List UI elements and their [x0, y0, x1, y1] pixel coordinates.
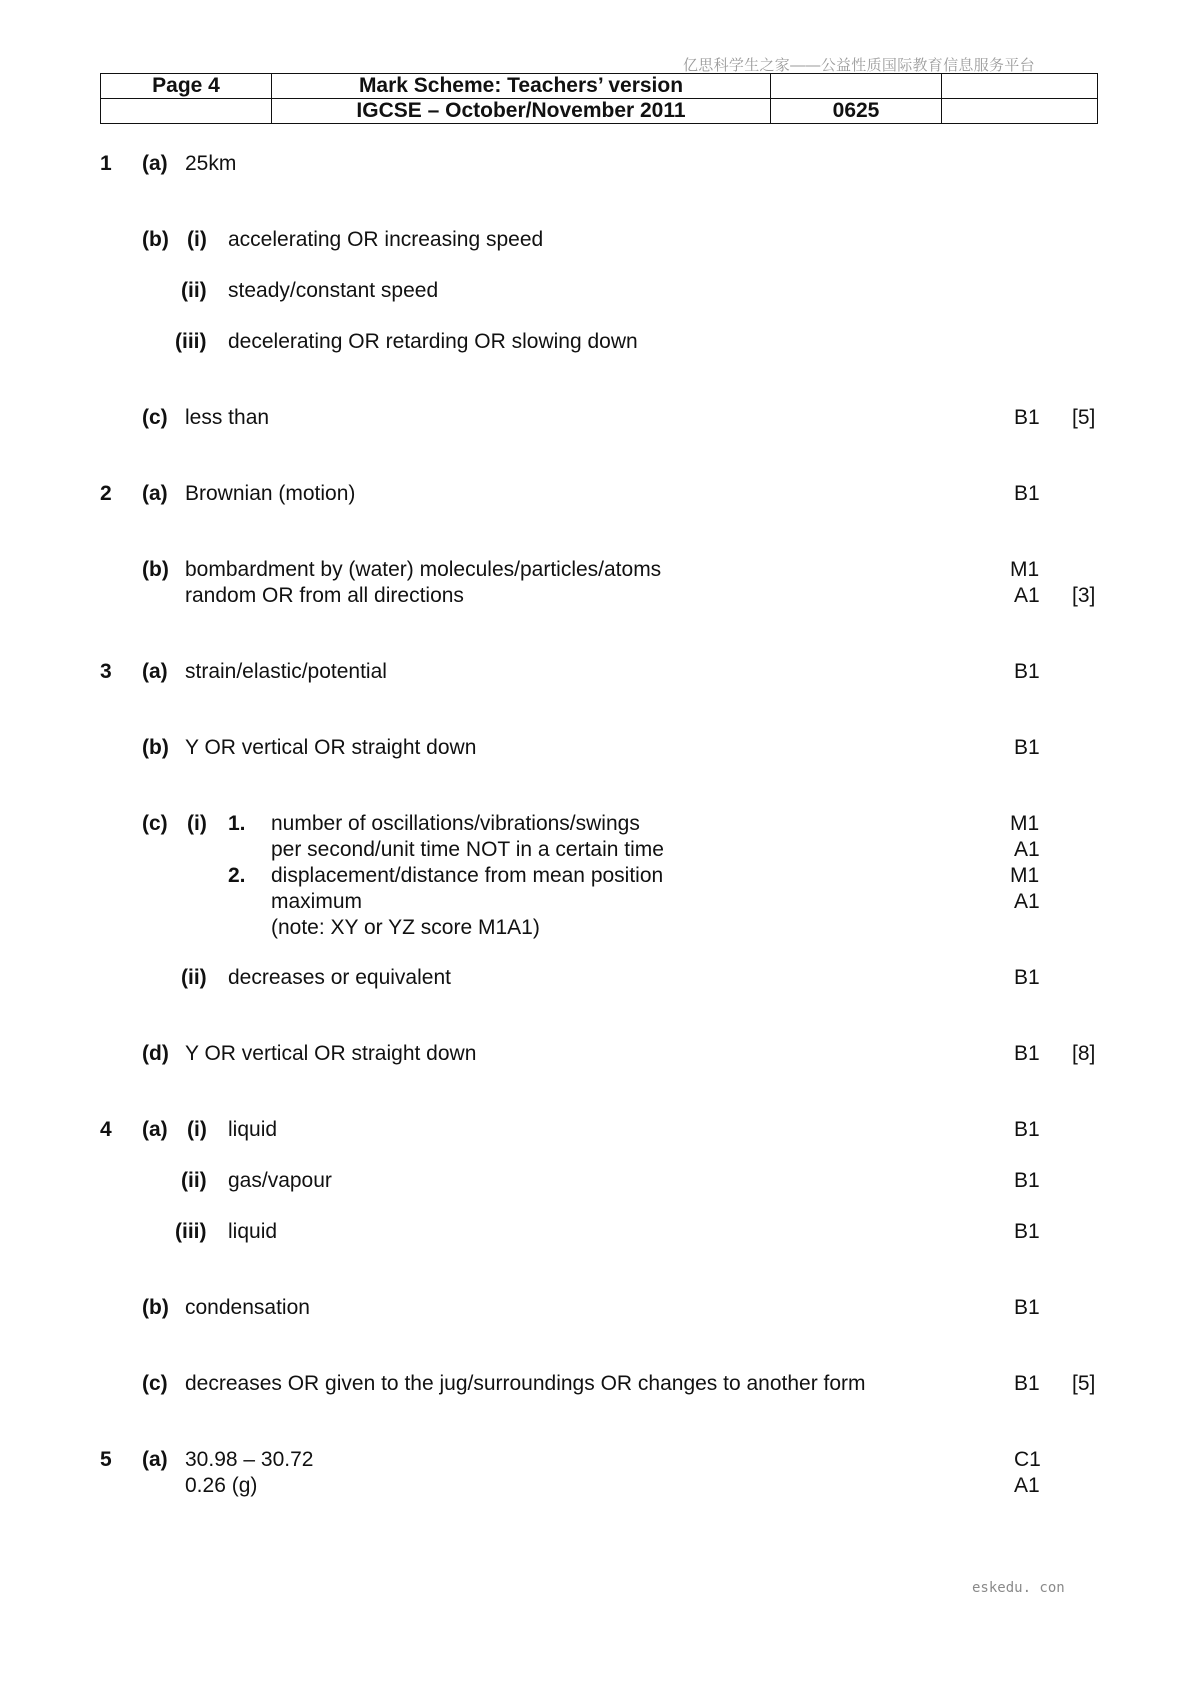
q2-b-mark2: A1 — [1014, 584, 1040, 607]
watermark-bottom: eskedu. con — [972, 1580, 1065, 1596]
question-number-4: 4 — [100, 1118, 112, 1141]
q5-a-line1: 30.98 – 30.72 — [185, 1448, 314, 1471]
q1-total: [5] — [1072, 406, 1096, 429]
q1-c-answer: less than — [185, 406, 270, 429]
watermark-top: 亿思科学生之家——公益性质国际教育信息服务平台 — [683, 57, 1035, 74]
question-number-3: 3 — [100, 660, 112, 683]
q3-b-answer: Y OR vertical OR straight down — [185, 736, 477, 759]
q1-c-label: (c) — [142, 406, 168, 429]
q4-total: [5] — [1072, 1372, 1096, 1395]
q3-cii-answer: decreases or equivalent — [228, 966, 451, 989]
q1-biii-answer: decelerating OR retarding OR slowing down — [228, 330, 638, 353]
q3-ci-1-label: 1. — [228, 812, 246, 835]
q5-a-label: (a) — [142, 1448, 168, 1471]
q3-ci-2-line1: displacement/distance from mean position — [271, 864, 664, 887]
q2-b-answer-line2: random OR from all directions — [185, 584, 464, 607]
q4-b-mark: B1 — [1014, 1296, 1040, 1319]
q4-aiii-answer: liquid — [228, 1220, 278, 1243]
q4-c-label: (c) — [142, 1372, 168, 1395]
q4-b-answer: condensation — [185, 1296, 310, 1319]
q3-d-answer: Y OR vertical OR straight down — [185, 1042, 477, 1065]
q3-a-label: (a) — [142, 660, 168, 683]
q3-ci-2-mark2: A1 — [1014, 890, 1040, 913]
q3-ci-1-mark1: M1 — [1010, 812, 1040, 835]
q2-b-mark1: M1 — [1010, 558, 1040, 581]
q4-ai-label: (i) — [187, 1118, 207, 1141]
q3-ci-2-label: 2. — [228, 864, 246, 887]
q1-a-label: (a) — [142, 152, 168, 175]
q3-ci-1-mark2: A1 — [1014, 838, 1040, 861]
q1-bi-label: (i) — [187, 228, 207, 251]
q4-ai-mark: B1 — [1014, 1118, 1040, 1141]
q1-biii-label: (iii) — [175, 330, 207, 353]
q4-c-mark: B1 — [1014, 1372, 1040, 1395]
q3-c-label: (c) — [142, 812, 168, 835]
q1-a-answer: 25km — [185, 152, 237, 175]
q3-b-label: (b) — [142, 736, 169, 759]
q3-ci-2-mark1: M1 — [1010, 864, 1040, 887]
q5-a-mark1: C1 — [1014, 1448, 1041, 1471]
header-exam: IGCSE – October/November 2011 — [272, 99, 771, 124]
q4-a-label: (a) — [142, 1118, 168, 1141]
q3-cii-mark: B1 — [1014, 966, 1040, 989]
q3-ci-note: (note: XY or YZ score M1A1) — [271, 916, 540, 939]
q3-ci-1-line1: number of oscillations/vibrations/swings — [271, 812, 640, 835]
q2-b-label: (b) — [142, 558, 169, 581]
q1-c-mark: B1 — [1014, 406, 1040, 429]
header-empty-4 — [942, 99, 1098, 124]
q4-ai-answer: liquid — [228, 1118, 278, 1141]
q2-b-answer-line1: bombardment by (water) molecules/particles/atoms — [185, 558, 662, 581]
q4-aii-label: (ii) — [181, 1169, 207, 1192]
q4-aiii-label: (iii) — [175, 1220, 207, 1243]
q3-cii-label: (ii) — [181, 966, 207, 989]
question-number-1: 1 — [100, 152, 112, 175]
question-number-5: 5 — [100, 1448, 112, 1471]
question-number-2: 2 — [100, 482, 112, 505]
q1-bii-label: (ii) — [181, 279, 207, 302]
q4-b-label: (b) — [142, 1296, 169, 1319]
header-table — [100, 73, 1098, 124]
header-code: 0625 — [771, 99, 942, 124]
q3-a-mark: B1 — [1014, 660, 1040, 683]
q3-ci-2-line2: maximum — [271, 890, 363, 913]
q5-a-mark2: A1 — [1014, 1474, 1040, 1497]
header-empty-2 — [942, 74, 1098, 99]
q3-a-answer: strain/elastic/potential — [185, 660, 387, 683]
q4-c-answer: decreases OR given to the jug/surroundings OR changes to another form — [185, 1372, 866, 1395]
q2-a-label: (a) — [142, 482, 168, 505]
q2-a-mark: B1 — [1014, 482, 1040, 505]
q3-total: [8] — [1072, 1042, 1096, 1065]
q3-b-mark: B1 — [1014, 736, 1040, 759]
header-empty-1 — [771, 74, 942, 99]
header-title: Mark Scheme: Teachers’ version — [272, 74, 771, 99]
q5-a-line2: 0.26 (g) — [185, 1474, 258, 1497]
q1-bi-answer: accelerating OR increasing speed — [228, 228, 544, 251]
q2-a-answer: Brownian (motion) — [185, 482, 356, 505]
q1-b-label: (b) — [142, 228, 169, 251]
q4-aiii-mark: B1 — [1014, 1220, 1040, 1243]
header-empty-3 — [101, 99, 272, 124]
q3-ci-label: (i) — [187, 812, 207, 835]
q2-total: [3] — [1072, 584, 1096, 607]
q3-d-label: (d) — [142, 1042, 169, 1065]
header-page: Page 4 — [101, 74, 272, 99]
q3-d-mark: B1 — [1014, 1042, 1040, 1065]
q4-aii-mark: B1 — [1014, 1169, 1040, 1192]
q1-bii-answer: steady/constant speed — [228, 279, 439, 302]
q3-ci-1-line2: per second/unit time NOT in a certain time — [271, 838, 664, 861]
q4-aii-answer: gas/vapour — [228, 1169, 332, 1192]
